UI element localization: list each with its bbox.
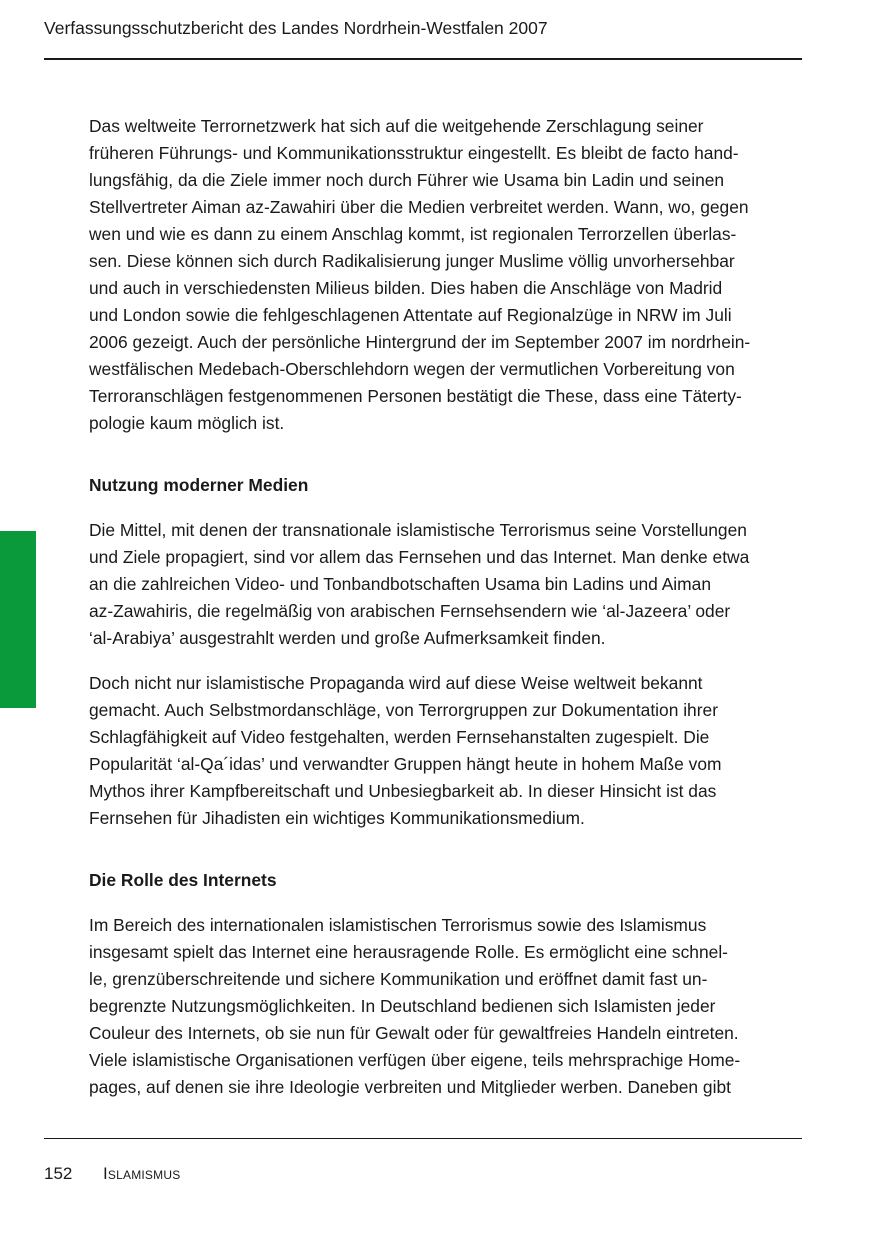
text-line: Stellvertreter Aiman az-Zawahiri über die Medien verbreitet werden. Wann, wo, gegen bbox=[89, 197, 749, 217]
text-line: Doch nicht nur islamistische Propaganda wird auf diese Weise weltweit bekannt bbox=[89, 673, 703, 693]
text-line: Im Bereich des internationalen islamistischen Terrorismus sowie des Islamismus bbox=[89, 915, 707, 935]
text-line: Fernsehen für Jihadisten ein wichtiges Kommunikationsmedium. bbox=[89, 808, 585, 828]
text-line: und auch in verschiedensten Milieus bilden. Dies haben die Anschläge von Madrid bbox=[89, 278, 723, 298]
text-line: sen. Diese können sich durch Radikalisierung junger Muslime völlig unvorhersehbar bbox=[89, 251, 735, 271]
text-line: Mythos ihrer Kampfbereitschaft und Unbesiegbarkeit ab. In dieser Hinsicht ist das bbox=[89, 781, 717, 801]
chapter-color-tab bbox=[0, 531, 36, 708]
text-line: früheren Führungs- und Kommunikationsstruktur eingestellt. Es bleibt de facto hand- bbox=[89, 143, 739, 163]
section-heading-internet-role: Die Rolle des Internets bbox=[89, 870, 277, 890]
text-line: le, grenzüberschreitende und sichere Kommunikation und eröffnet damit fast un- bbox=[89, 969, 708, 989]
text-line: Die Mittel, mit denen der transnationale islamistische Terrorismus seine Vorstellungen bbox=[89, 520, 747, 540]
text-line: pologie kaum möglich ist. bbox=[89, 413, 285, 433]
section-spacer bbox=[89, 437, 802, 472]
paragraph-propaganda bbox=[89, 670, 802, 832]
text-line: az-Zawahiris, die regelmäßig von arabischen Fernsehsendern wie ‘al-Jazeera’ oder bbox=[89, 601, 731, 621]
text-line: Popularität ‘al-Qa´idas’ und verwandter Gruppen hängt heute in hohem Maße vom bbox=[89, 754, 722, 774]
paragraph-internet bbox=[89, 912, 802, 1101]
paragraph-spacer bbox=[89, 894, 802, 912]
text-line: wen und wie es dann zu einem Anschlag kommt, ist regionalen Terrorzellen überlas- bbox=[89, 224, 737, 244]
text-line: ‘al-Arabiya’ ausgestrahlt werden und große Aufmerksamkeit finden. bbox=[89, 628, 606, 648]
footer-divider bbox=[44, 1138, 802, 1139]
text-line: lungsfähig, da die Ziele immer noch durch Führer wie Usama bin Ladin und seinen bbox=[89, 170, 725, 190]
section-spacer bbox=[89, 832, 802, 867]
text-line: und Ziele propagiert, sind vor allem das Fernsehen und das Internet. Man denke etwa bbox=[89, 547, 750, 567]
text-line: Schlagfähigkeit auf Video festgehalten, werden Fernsehanstalten zugespielt. Die bbox=[89, 727, 710, 747]
paragraph-spacer bbox=[89, 652, 802, 670]
text-line: gemacht. Auch Selbstmordanschläge, von Terrorgruppen zur Dokumentation ihrer bbox=[89, 700, 718, 720]
header-divider bbox=[44, 58, 802, 60]
paragraph-media-means bbox=[89, 517, 802, 652]
text-line: Terroranschlägen festgenommenen Personen bestätigt die These, dass eine Täterty- bbox=[89, 386, 742, 406]
page-number: 152 bbox=[44, 1164, 73, 1183]
text-line: an die zahlreichen Video- und Tonbandbotschaften Usama bin Ladins und Aiman bbox=[89, 574, 711, 594]
section-heading-modern-media: Nutzung moderner Medien bbox=[89, 475, 309, 495]
paragraph-spacer bbox=[89, 499, 802, 517]
footer-section-name: Islamismus bbox=[103, 1164, 181, 1183]
text-line: insgesamt spielt das Internet eine herausragende Rolle. Es ermöglicht eine schnel- bbox=[89, 942, 728, 962]
paragraph-terror-network bbox=[89, 113, 802, 437]
text-line: 2006 gezeigt. Auch der persönliche Hintergrund der im September 2007 im nordrhein- bbox=[89, 332, 751, 352]
text-line: und London sowie die fehlgeschlagenen Attentate auf Regionalzüge in NRW im Juli bbox=[89, 305, 732, 325]
running-header-title: Verfassungsschutzbericht des Landes Nordrhein-Westfalen 2007 bbox=[44, 18, 548, 38]
text-line: Couleur des Internets, ob sie nun für Gewalt oder für gewaltfreies Handeln eintreten. bbox=[89, 1023, 739, 1043]
text-line: Das weltweite Terrornetzwerk hat sich auf die weitgehende Zerschlagung seiner bbox=[89, 116, 704, 136]
text-line: begrenzte Nutzungsmöglichkeiten. In Deutschland bedienen sich Islamisten jeder bbox=[89, 996, 716, 1016]
main-text-column bbox=[89, 113, 802, 1101]
text-line: pages, auf denen sie ihre Ideologie verbreiten und Mitglieder werben. Daneben gibt bbox=[89, 1077, 731, 1097]
text-line: Viele islamistische Organisationen verfügen über eigene, teils mehrsprachige Home- bbox=[89, 1050, 741, 1070]
text-line: westfälischen Medebach-Oberschlehdorn wegen der vermutlichen Vorbereitung von bbox=[89, 359, 735, 379]
